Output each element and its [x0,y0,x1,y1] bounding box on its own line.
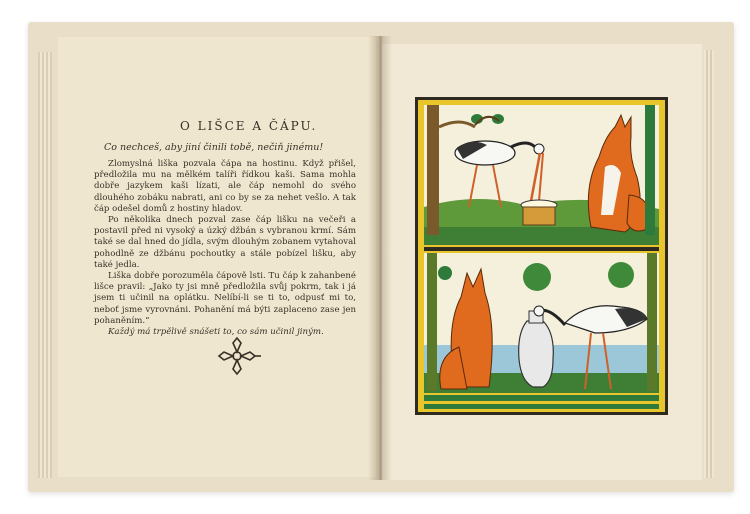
paragraph-2: Po několika dnech pozval zase čáp lišku na večeři a postavil před ni vysoký a úzký džbán s vybranou krmí. Sám také se dal hned do jídla, svým dlouhým zobanem vytahoval pohodlně ze džbánu pochoutky a stále pobízel lišku, aby také jedla. [94,215,356,270]
page-stack-right [704,50,714,478]
story-moral: Co nechceš, aby jiní činili tobě, nečiň jinému! [104,142,324,153]
story-title: O LIŠCE A ČÁPU. [180,119,318,133]
page-stack-left [38,52,52,478]
paragraph-1: Zlomyslná liška pozvala čápa na hostinu. Když přišel, předložila mu na mělkém talíři řídkou kaši. Sama mohla dobře jazykem kaši lízati, ale čáp nemohl do svého dlouhého zobáku nabrati, ani co by se za nehet vešlo. A tak čáp odešel domů z hostiny hladov. [94,159,356,214]
story-text [94,159,356,338]
fox-and-stork-illustration [415,97,668,415]
closing-line: Každý má trpělivě snášeti to, co sám učinil jiným. [108,327,324,338]
paragraph-3: Liška dobře porozuměla čápově lsti. Tu čáp k zahanbené lišce pravil: „Jako ty jsi mně předložila svůj pokrm, tak i já jsem ti učinil na oplátku. Nelíbí-li se ti to, odpusť mi to, neboť jsme vyrovnáni. Pohanění má býti zaplaceno zase jen pohaněním.“ [94,271,356,326]
flower-ornament-icon [213,335,263,377]
book-spine [368,36,392,480]
